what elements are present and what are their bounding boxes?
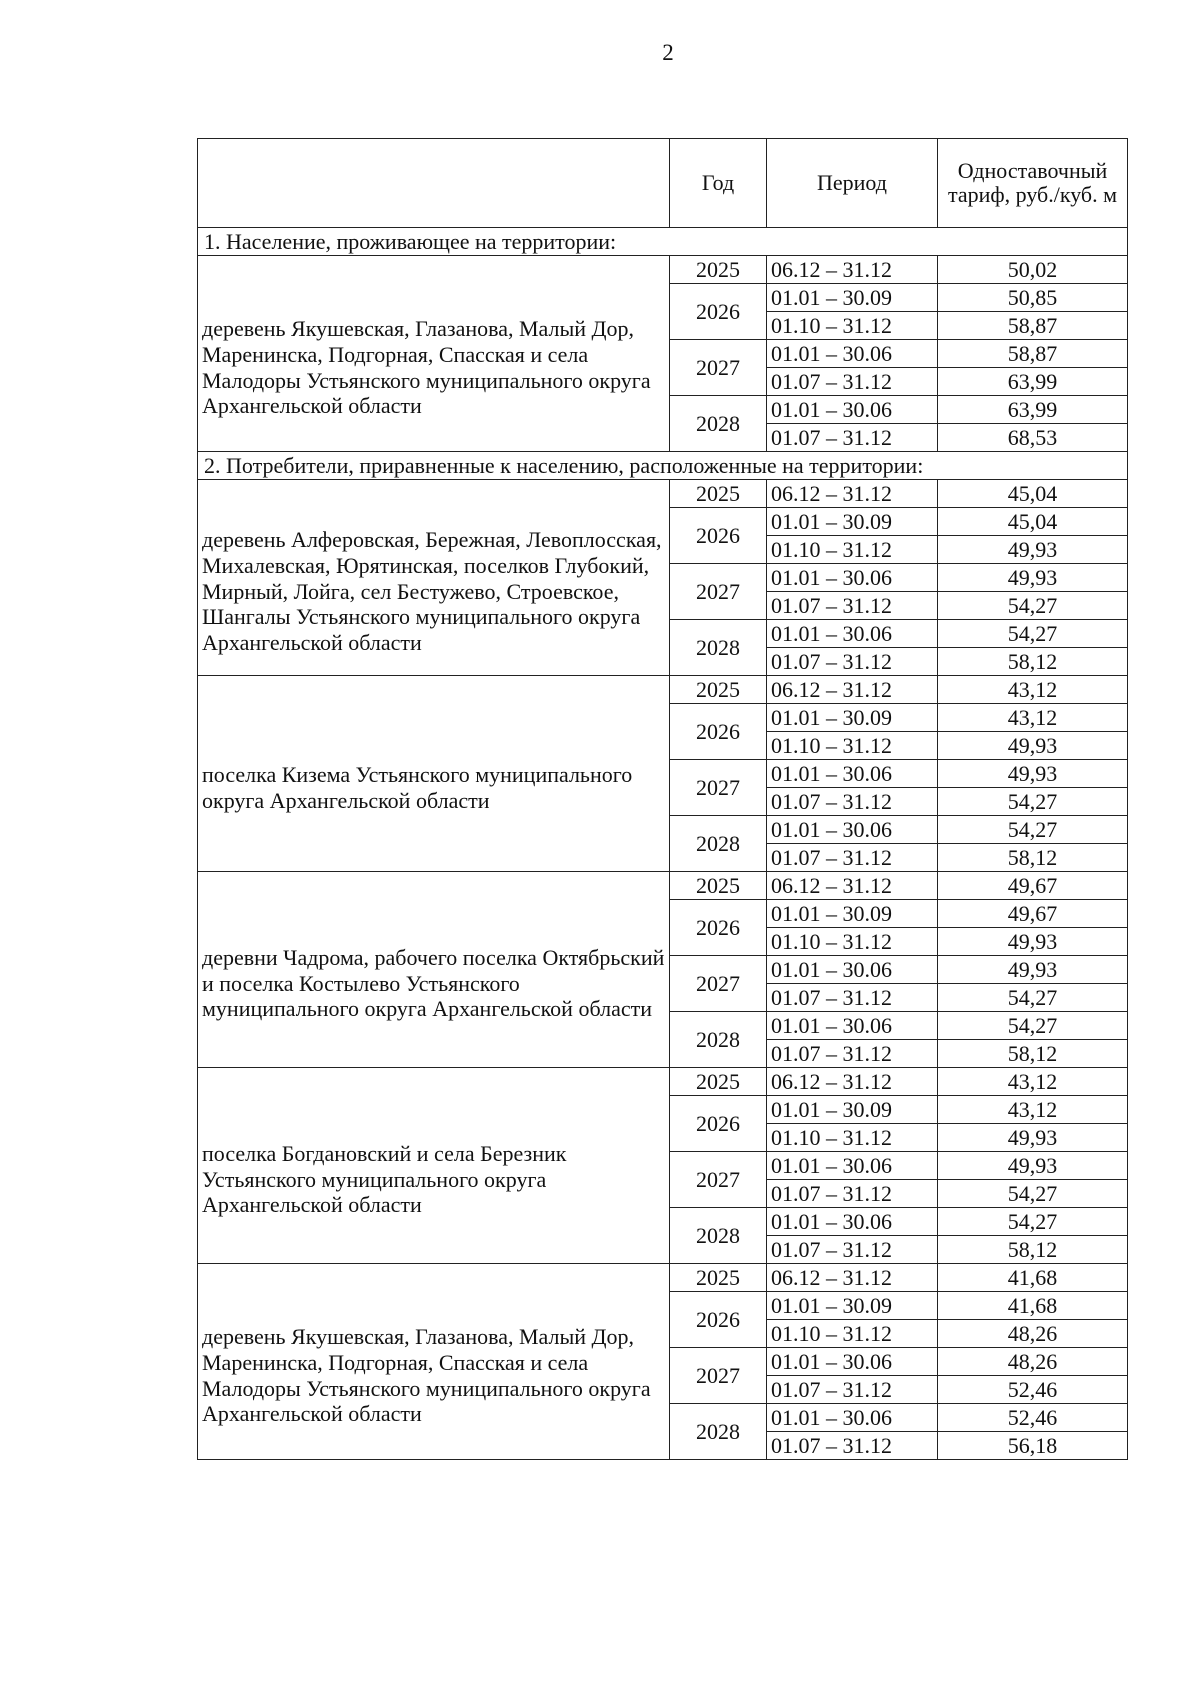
tariff-value-cell: 56,18 (938, 1432, 1128, 1460)
year-cell: 2025 (670, 872, 767, 900)
period-cell: 01.01 – 30.09 (767, 508, 938, 536)
period-cell: 01.01 – 30.06 (767, 956, 938, 984)
period-cell: 01.07 – 31.12 (767, 1432, 938, 1460)
tariff-value-cell: 58,87 (938, 340, 1128, 368)
tariff-value-cell: 63,99 (938, 396, 1128, 424)
period-cell: 01.01 – 30.06 (767, 1348, 938, 1376)
year-cell: 2025 (670, 676, 767, 704)
tariff-value-cell: 48,26 (938, 1348, 1128, 1376)
table-row (198, 1068, 1128, 1096)
tariff-value-cell: 54,27 (938, 1208, 1128, 1236)
year-cell: 2026 (670, 900, 767, 956)
year-cell: 2025 (670, 480, 767, 508)
period-cell: 01.07 – 31.12 (767, 1236, 938, 1264)
tariff-value-cell: 58,12 (938, 1236, 1128, 1264)
year-cell: 2026 (670, 1292, 767, 1348)
period-cell: 06.12 – 31.12 (767, 872, 938, 900)
location-text: деревень Якушевская, Глазанова, Малый Дор, Маренинска, Подгорная, Спасская и села Малодоры Устьянского муниципального округа Архангельской области (202, 315, 651, 419)
tariff-value-cell: 41,68 (938, 1292, 1128, 1320)
period-cell: 06.12 – 31.12 (767, 256, 938, 284)
tariff-value-cell: 54,27 (938, 984, 1128, 1012)
tariff-value-cell: 43,12 (938, 1068, 1128, 1096)
period-cell: 01.07 – 31.12 (767, 1180, 938, 1208)
period-cell: 01.01 – 30.06 (767, 1404, 938, 1432)
period-cell: 01.10 – 31.12 (767, 312, 938, 340)
tariff-value-cell: 49,93 (938, 956, 1128, 984)
header-location (198, 139, 670, 228)
period-cell: 06.12 – 31.12 (767, 1264, 938, 1292)
page-number: 2 (662, 40, 674, 65)
tariff-value-cell: 54,27 (938, 592, 1128, 620)
year-cell: 2027 (670, 1348, 767, 1404)
year-cell: 2027 (670, 760, 767, 816)
period-cell: 01.01 – 30.09 (767, 900, 938, 928)
period-cell: 01.01 – 30.06 (767, 1152, 938, 1180)
tariff-value-cell: 58,12 (938, 844, 1128, 872)
location-text: деревень Якушевская, Глазанова, Малый Дор, Маренинска, Подгорная, Спасская и села Малодоры Устьянского муниципального округа Архангельской области (202, 1323, 651, 1427)
period-cell: 01.07 – 31.12 (767, 1376, 938, 1404)
year-cell: 2028 (670, 620, 767, 676)
year-cell: 2028 (670, 1208, 767, 1264)
period-cell: 01.07 – 31.12 (767, 984, 938, 1012)
year-cell: 2026 (670, 704, 767, 760)
location-cell (198, 256, 670, 452)
period-cell: 01.07 – 31.12 (767, 648, 938, 676)
tariff-value-cell: 48,26 (938, 1320, 1128, 1348)
header-year: Год (670, 139, 767, 228)
period-cell: 01.01 – 30.06 (767, 620, 938, 648)
period-cell: 01.10 – 31.12 (767, 1320, 938, 1348)
year-cell: 2026 (670, 508, 767, 564)
tariff-value-cell: 45,04 (938, 508, 1128, 536)
location-text: поселка Кизема Устьянского муниципального округа Архангельской области (202, 761, 633, 813)
year-cell: 2027 (670, 1152, 767, 1208)
period-cell: 01.01 – 30.06 (767, 564, 938, 592)
year-cell: 2026 (670, 1096, 767, 1152)
period-cell: 01.07 – 31.12 (767, 424, 938, 452)
table-row (198, 676, 1128, 704)
location-text: деревни Чадрома, рабочего поселка Октябрьский и поселка Костылево Устьянского муниципального округа Архангельской области (202, 944, 665, 1022)
tariff-value-cell: 49,93 (938, 1124, 1128, 1152)
period-cell: 01.01 – 30.06 (767, 1208, 938, 1236)
table-row (198, 1264, 1128, 1292)
tariff-value-cell: 49,93 (938, 732, 1128, 760)
period-cell: 01.07 – 31.12 (767, 1040, 938, 1068)
tariff-value-cell: 49,93 (938, 564, 1128, 592)
period-cell: 01.01 – 30.06 (767, 1012, 938, 1040)
tariff-value-cell: 54,27 (938, 1012, 1128, 1040)
tariff-value-cell: 58,12 (938, 1040, 1128, 1068)
period-cell: 06.12 – 31.12 (767, 480, 938, 508)
period-cell: 01.01 – 30.09 (767, 704, 938, 732)
period-cell: 01.07 – 31.12 (767, 592, 938, 620)
year-cell: 2025 (670, 256, 767, 284)
period-cell: 01.01 – 30.06 (767, 760, 938, 788)
period-cell: 01.10 – 31.12 (767, 732, 938, 760)
tariff-value-cell: 63,99 (938, 368, 1128, 396)
location-text: поселка Богдановский и села Березник Устьянского муниципального округа Архангельской области (202, 1140, 567, 1218)
location-cell (198, 1264, 670, 1460)
tariff-value-cell: 54,27 (938, 816, 1128, 844)
year-cell: 2027 (670, 956, 767, 1012)
tariff-value-cell: 49,93 (938, 928, 1128, 956)
section-title: 1. Население, проживающее на территории: (198, 228, 1128, 256)
year-cell: 2027 (670, 340, 767, 396)
location-cell (198, 676, 670, 872)
table-row (198, 872, 1128, 900)
tariff-value-cell: 68,53 (938, 424, 1128, 452)
period-cell: 01.01 – 30.09 (767, 284, 938, 312)
tariff-value-cell: 54,27 (938, 1180, 1128, 1208)
header-tariff: Одноставочный тариф, руб./куб. м (938, 139, 1128, 228)
tariff-table (197, 138, 1128, 1460)
year-cell: 2027 (670, 564, 767, 620)
year-cell: 2028 (670, 816, 767, 872)
table-row (198, 256, 1128, 284)
period-cell: 01.07 – 31.12 (767, 788, 938, 816)
tariff-value-cell: 49,93 (938, 1152, 1128, 1180)
tariff-value-cell: 58,12 (938, 648, 1128, 676)
location-text: деревень Алферовская, Бережная, Левоплосская, Михалевская, Юрятинская, поселков Глубокий, Мирный, Лойга, сел Бестужево, Строевское, Шангалы Устьянского муниципального округа Архангельской области (202, 526, 662, 656)
tariff-value-cell: 54,27 (938, 620, 1128, 648)
period-cell: 01.01 – 30.06 (767, 396, 938, 424)
period-cell: 01.07 – 31.12 (767, 368, 938, 396)
tariff-value-cell: 58,87 (938, 312, 1128, 340)
tariff-value-cell: 41,68 (938, 1264, 1128, 1292)
year-cell: 2025 (670, 1264, 767, 1292)
period-cell: 01.10 – 31.12 (767, 928, 938, 956)
section-row (198, 452, 1128, 480)
tariff-value-cell: 43,12 (938, 1096, 1128, 1124)
location-cell (198, 1068, 670, 1264)
period-cell: 01.07 – 31.12 (767, 844, 938, 872)
tariff-value-cell: 49,67 (938, 900, 1128, 928)
period-cell: 06.12 – 31.12 (767, 676, 938, 704)
period-cell: 01.01 – 30.09 (767, 1292, 938, 1320)
section-row (198, 228, 1128, 256)
tariff-value-cell: 50,85 (938, 284, 1128, 312)
tariff-value-cell: 43,12 (938, 704, 1128, 732)
table-row (198, 480, 1128, 508)
year-cell: 2025 (670, 1068, 767, 1096)
year-cell: 2028 (670, 1404, 767, 1460)
table-header-row (198, 139, 1128, 228)
tariff-value-cell: 43,12 (938, 676, 1128, 704)
year-cell: 2028 (670, 396, 767, 452)
location-cell (198, 872, 670, 1068)
period-cell: 01.10 – 31.12 (767, 536, 938, 564)
year-cell: 2026 (670, 284, 767, 340)
period-cell: 06.12 – 31.12 (767, 1068, 938, 1096)
tariff-value-cell: 52,46 (938, 1404, 1128, 1432)
tariff-value-cell: 49,93 (938, 760, 1128, 788)
section-title: 2. Потребители, приравненные к населению, расположенные на территории: (198, 452, 1128, 480)
tariff-value-cell: 54,27 (938, 788, 1128, 816)
tariff-value-cell: 49,93 (938, 536, 1128, 564)
tariff-value-cell: 50,02 (938, 256, 1128, 284)
tariff-value-cell: 45,04 (938, 480, 1128, 508)
period-cell: 01.01 – 30.06 (767, 816, 938, 844)
table-body (198, 228, 1128, 1460)
header-period: Период (767, 139, 938, 228)
tariff-value-cell: 49,67 (938, 872, 1128, 900)
period-cell: 01.01 – 30.06 (767, 340, 938, 368)
tariff-value-cell: 52,46 (938, 1376, 1128, 1404)
location-cell (198, 480, 670, 676)
period-cell: 01.01 – 30.09 (767, 1096, 938, 1124)
period-cell: 01.10 – 31.12 (767, 1124, 938, 1152)
year-cell: 2028 (670, 1012, 767, 1068)
